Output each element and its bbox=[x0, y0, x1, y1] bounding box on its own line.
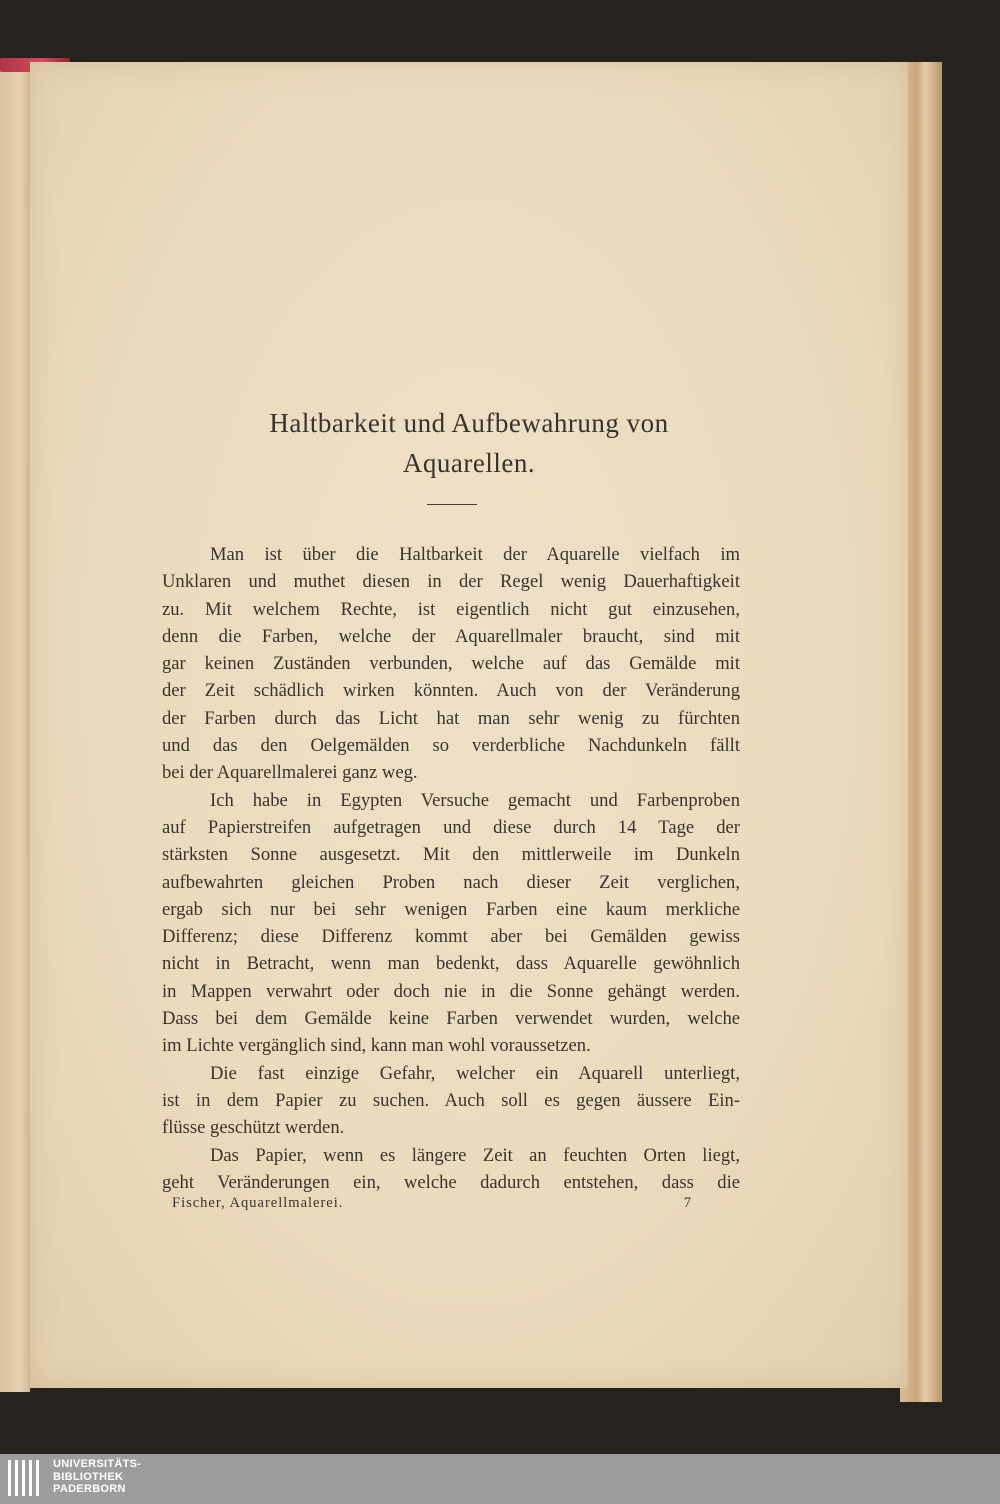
body-text bbox=[162, 541, 740, 1196]
library-name-line-3: PADERBORN bbox=[53, 1483, 126, 1495]
footer-signature: Fischer, Aquarellmalerei. bbox=[172, 1195, 344, 1211]
chapter-title-line-1: Haltbarkeit und Aufbewahrung von bbox=[269, 408, 669, 438]
text-line: flüsse geschützt werden. bbox=[162, 1117, 345, 1139]
text-line: Differenz; diese Differenz kommt aber bei Gemälden gewiss bbox=[162, 926, 740, 948]
paragraph-2 bbox=[162, 787, 740, 1060]
text-line: stärksten Sonne ausgesetzt. Mit den mittlerweile im Dunkeln bbox=[162, 844, 740, 866]
library-name-line-2: BIBLIOTHEK bbox=[53, 1470, 124, 1483]
text-line: bei der Aquarellmalerei ganz weg. bbox=[162, 762, 418, 784]
text-line: Dass bei dem Gemälde keine Farben verwendet wurden, welche bbox=[162, 1008, 740, 1030]
book-page bbox=[30, 62, 908, 1388]
paragraph-4 bbox=[162, 1142, 740, 1197]
text-line: Ich habe in Egypten Versuche gemacht und Farbenproben bbox=[210, 789, 740, 811]
title-divider bbox=[427, 504, 477, 505]
text-line: aufbewahrten gleichen Proben nach dieser Zeit verglichen, bbox=[162, 871, 740, 893]
page-footer bbox=[172, 1195, 692, 1217]
text-line: der Zeit schädlich wirken könnten. Auch von der Veränderung bbox=[162, 680, 740, 702]
text-line: denn die Farben, welche der Aquarellmaler braucht, sind mit bbox=[162, 625, 740, 647]
text-line: ist in dem Papier zu suchen. Auch soll es gegen äussere Ein- bbox=[162, 1089, 740, 1111]
library-logo-text bbox=[53, 1458, 141, 1496]
text-line: geht Veränderungen ein, welche dadurch entstehen, dass die bbox=[162, 1171, 740, 1193]
text-line: nicht in Betracht, wenn man bedenkt, dass Aquarelle gewöhnlich bbox=[162, 953, 740, 975]
text-line: auf Papierstreifen aufgetragen und diese durch 14 Tage der bbox=[162, 816, 740, 838]
text-line: in Mappen verwahrt oder doch nie in die Sonne gehängt werden. bbox=[162, 980, 740, 1002]
text-line: Das Papier, wenn es längere Zeit an feuchten Orten liegt, bbox=[210, 1144, 740, 1166]
text-line: Man ist über die Haltbarkeit der Aquarelle vielfach im bbox=[210, 544, 740, 565]
paragraph-1 bbox=[162, 541, 740, 787]
text-line: der Farben durch das Licht hat man sehr wenig zu fürchten bbox=[162, 707, 740, 729]
text-line: ergab sich nur bei sehr wenigen Farben eine kaum merkliche bbox=[162, 898, 740, 920]
text-line: Unklaren und muthet diesen in der Regel wenig Dauerhaftigkeit bbox=[162, 571, 740, 593]
library-logo-icon bbox=[6, 1458, 46, 1498]
chapter-title-line-2: Aquarellen. bbox=[402, 448, 536, 478]
library-watermark-bar bbox=[0, 1454, 1000, 1504]
facing-page-edge bbox=[0, 62, 30, 1392]
text-line: Die fast einzige Gefahr, welcher ein Aquarell unterliegt, bbox=[210, 1062, 740, 1084]
footer-signature-number: 7 bbox=[683, 1195, 692, 1211]
text-line: zu. Mit welchem Rechte, ist eigentlich nicht gut einzusehen, bbox=[162, 598, 740, 620]
text-line: im Lichte vergänglich sind, kann man wohl voraussetzen. bbox=[162, 1035, 591, 1057]
text-line: und das den Oelgemälden so verderbliche Nachdunkeln fällt bbox=[162, 735, 740, 757]
text-line: gar keinen Zuständen verbunden, welche auf das Gemälde mit bbox=[162, 653, 740, 675]
paragraph-3 bbox=[162, 1060, 740, 1142]
library-name-line-1: UNIVERSITÄTS- bbox=[53, 1458, 142, 1470]
